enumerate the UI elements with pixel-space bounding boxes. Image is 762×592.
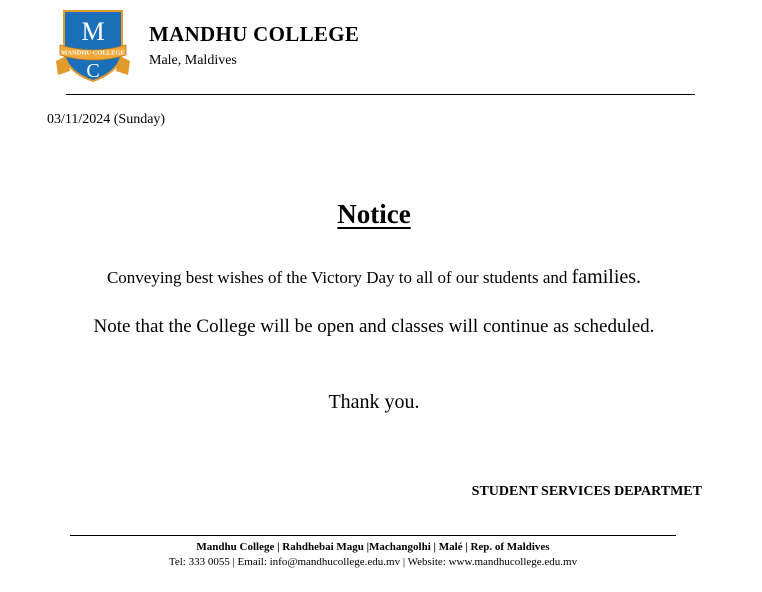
notice-title: Notice (337, 199, 411, 229)
footer-contact: Tel: 333 0055 | Email: info@mandhucollege.edu.mv | Website: www.mandhucollege.edu.mv (168, 556, 578, 568)
crest-letter-c: C (86, 60, 100, 82)
crest-letter-m: M (81, 17, 105, 46)
notice-date: 03/11/2024 (Sunday) (47, 112, 166, 127)
footer-divider (70, 535, 676, 536)
notice-line-schedule: Note that the College will be open and classes will continue as scheduled. (93, 316, 655, 337)
footer-address: Mandhu College | Rahdhebai Magu |Machangolhi | Malé | Rep. of Maldives (196, 541, 550, 553)
college-crest-logo (54, 9, 132, 83)
college-location: Male, Maldives (149, 53, 237, 68)
header-divider (66, 94, 695, 95)
notice-line-wishes-end: families. (571, 266, 642, 288)
notice-closing: Thank you. (328, 391, 420, 413)
notice-line-wishes (0, 266, 748, 289)
notice-line-wishes-main: Conveying best wishes of the Victory Day to all of our students and (106, 268, 572, 287)
college-name: MANDHU COLLEGE (149, 22, 360, 46)
crest-ribbon-text: MANDHU COLLEGE (61, 49, 125, 57)
signature-department: STUDENT SERVICES DEPARTMET (471, 484, 702, 499)
